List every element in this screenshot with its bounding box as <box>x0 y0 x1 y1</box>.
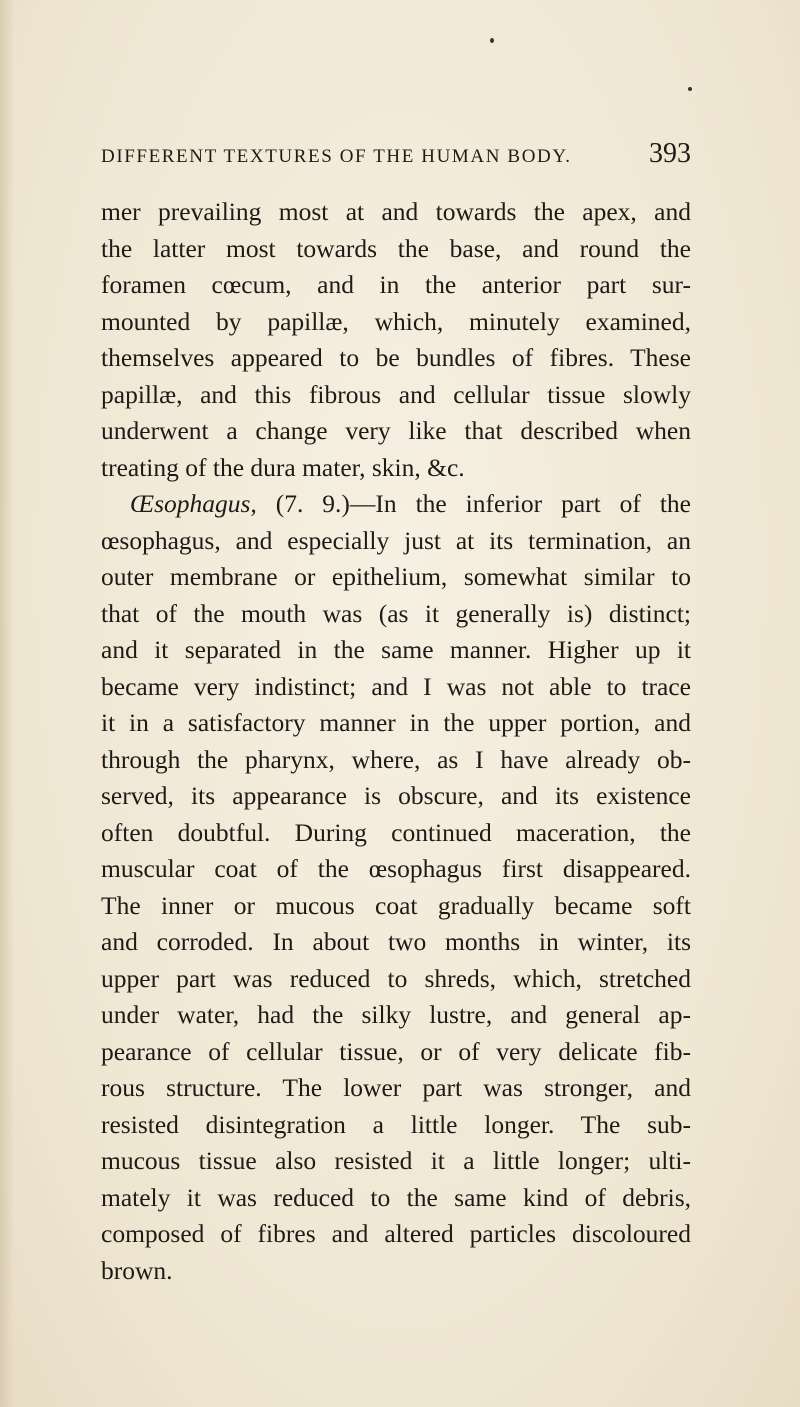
text-line: foramen cœcum, and in the anterior part sur- <box>101 270 691 299</box>
text-line: through the pharynx, where, as I have already ob- <box>101 744 691 774</box>
body-text <box>101 194 691 1289</box>
text-line: rous structure. The lower part was stronger, and <box>101 1073 691 1102</box>
text-line: underwent a change very like that described when <box>101 416 691 445</box>
text-line: resisted disintegration a little longer. The sub- <box>101 1109 691 1139</box>
running-title: DIFFERENT TEXTURES OF THE HUMAN BODY. <box>101 146 572 167</box>
text-line: mucous tissue also resisted it a little longer; ulti- <box>101 1146 691 1175</box>
text-line: The inner or mucous coat gradually became soft <box>101 890 691 920</box>
text-line: themselves appeared to be bundles of fibres. These <box>101 343 691 372</box>
text-line: muscular coat of the œsophagus first disappeared. <box>101 854 691 883</box>
text-line: papillæ, and this fibrous and cellular tissue slowly <box>101 379 691 409</box>
text-line-fragment: (7. 9.)—In the inferior part of the <box>256 489 691 518</box>
text-line: brown. <box>101 1255 173 1285</box>
text-line: outer membrane or epithelium, somewhat similar to <box>101 562 691 591</box>
text-line: composed of fibres and altered particles discoloured <box>101 1219 691 1248</box>
text-line: under water, had the silky lustre, and general ap- <box>101 1000 691 1029</box>
text-line: often doubtful. During continued maceration, the <box>101 817 691 847</box>
ink-speck <box>490 38 494 43</box>
text-line: became very indistinct; and I was not able to trace <box>101 671 691 701</box>
text-line: mer prevailing most at and towards the apex, and <box>101 197 691 226</box>
page-gutter-shadow <box>0 0 14 1407</box>
text-line: pearance of cellular tissue, or of very delicate fib- <box>101 1036 691 1066</box>
section-heading-oesophagus: Œsophagus, <box>130 489 257 518</box>
text-line: upper part was reduced to shreds, which, stretched <box>101 963 691 993</box>
text-line: the latter most towards the base, and round the <box>101 233 691 263</box>
text-line: œsophagus, and especially just at its termination, an <box>101 525 691 555</box>
text-line: that of the mouth was (as it generally is) distinct; <box>101 598 691 628</box>
page-number: 393 <box>649 138 691 169</box>
text-line: mately it was reduced to the same kind of debris, <box>101 1182 691 1212</box>
ink-speck <box>688 87 692 91</box>
text-line: mounted by papillæ, which, minutely examined, <box>101 306 691 336</box>
text-line: it in a satisfactory manner in the upper portion, and <box>101 708 691 737</box>
running-head <box>101 138 691 178</box>
text-line: and corroded. In about two months in winter, its <box>101 927 691 956</box>
text-line: and it separated in the same manner. Higher up it <box>101 635 691 664</box>
text-line: served, its appearance is obscure, and its existence <box>101 781 691 810</box>
paragraph-opening-line <box>101 486 691 523</box>
text-line: treating of the dura mater, skin, &c. <box>101 452 465 482</box>
